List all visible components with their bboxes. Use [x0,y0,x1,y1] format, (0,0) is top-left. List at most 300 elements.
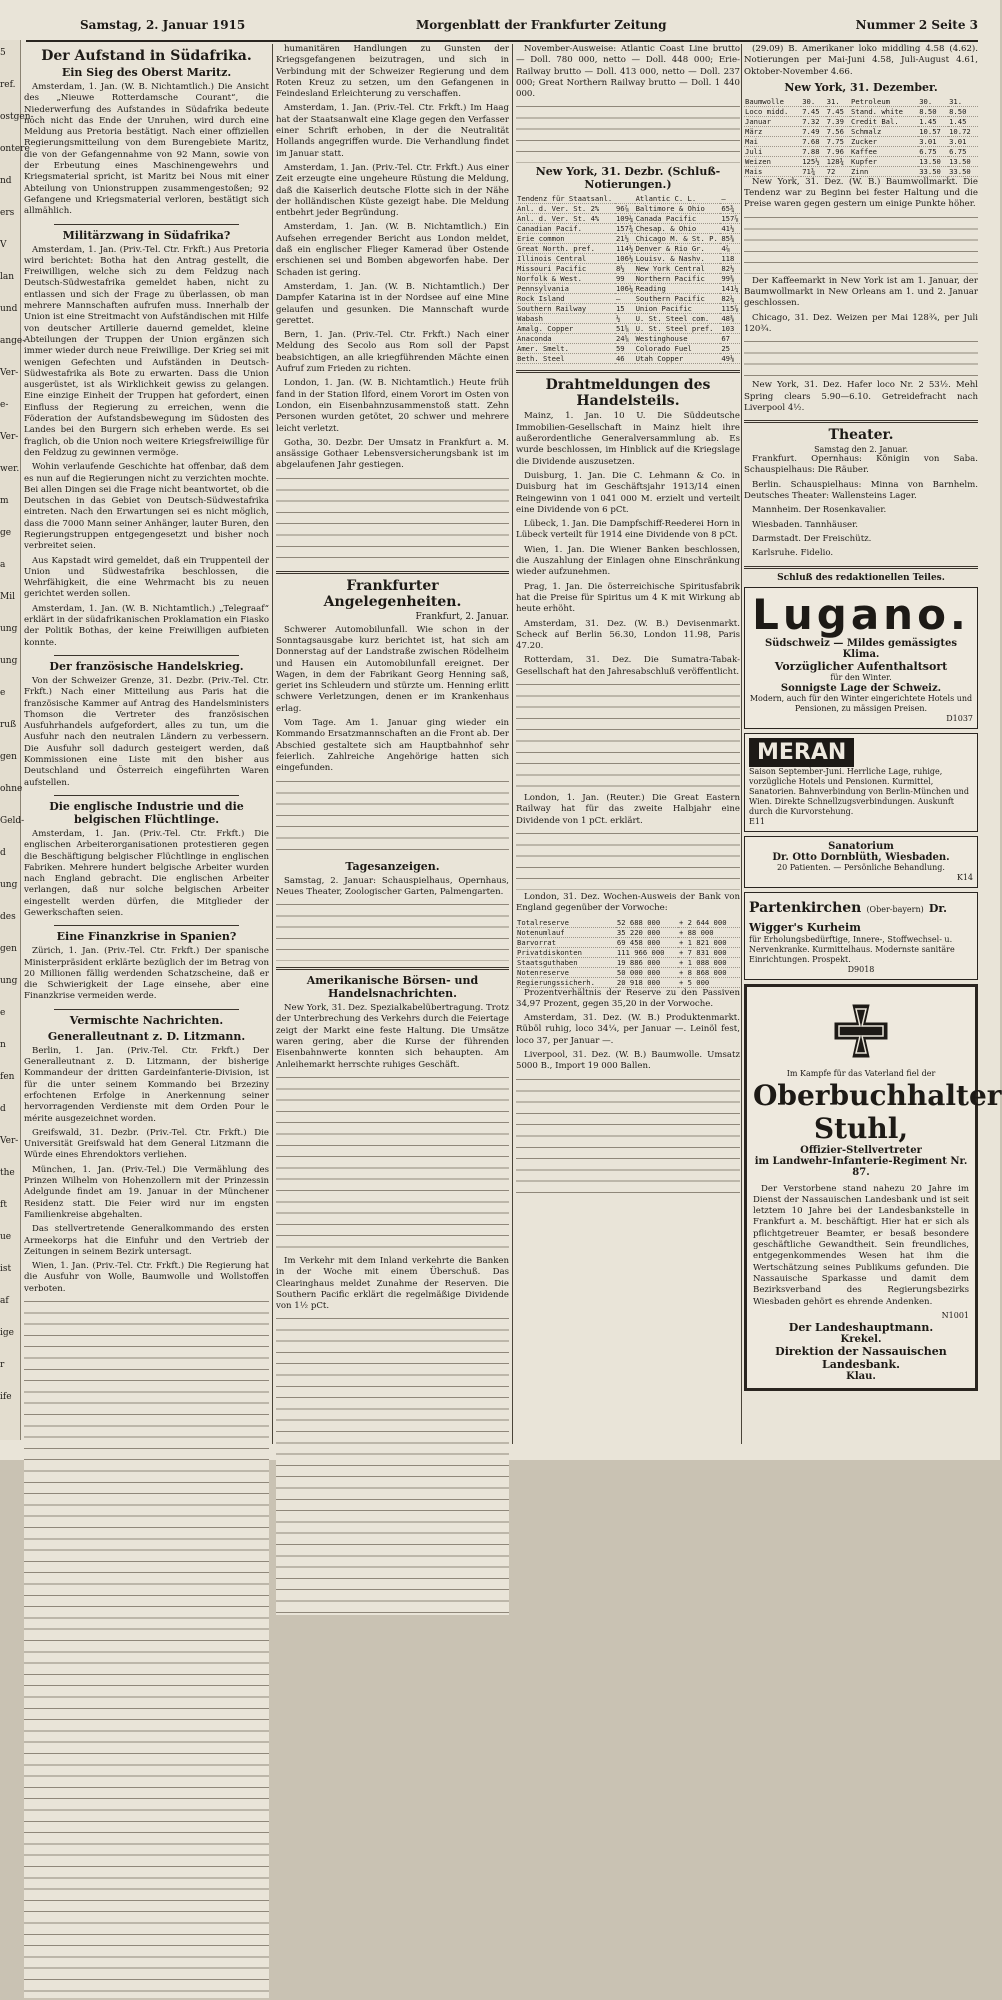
margin-fragment: Ver- [0,1136,19,1146]
table-cell: 13.50 [948,156,978,166]
table-cell: Zucker [850,136,918,146]
continued-text-lines [516,103,740,163]
table-cell: + 88 000 [678,927,740,937]
headline-daily-notices: Tagesanzeigen. [345,859,440,873]
sanatorium-name: Dr. Otto Dornblüth, Wiesbaden. [772,851,950,863]
margin-fragment: ung [0,624,18,634]
table-cell: 65¾ [720,204,740,214]
table-cell: 15 [615,304,635,314]
column-rule [272,44,273,1444]
margin-fragment: a [0,560,6,570]
table-cell: 71¾ [801,166,825,176]
headline-english-industry: Die englische Industrie und die belgischen Flüchtlinge. [49,799,244,826]
table-cell: 31. [826,97,850,107]
table-cell: 13.50 [918,156,948,166]
table-cell: 30. [918,97,948,107]
article-paragraph: Greifswald, 31. Dezbr. (Priv.-Tel. Ctr. Frkft.) Die Universität Greifswald hat dem General Litzmann die Würde eines Ehrendoktors verliehen. [24,1127,269,1161]
table-cell: 106¼ [615,284,634,294]
table-row [516,194,740,204]
left-margin-fragments [0,40,34,1440]
column-2 [276,44,509,1617]
table-cell: 103 [720,324,740,334]
table-row [744,106,978,116]
article-paragraph: Amsterdam, 31. Dez. (W. B.) Produktenmarkt. Rüböl ruhig, loco 34¼, per Januar —. Leinöl fest, loco 37, per Januar —. [516,1013,740,1046]
table-cell: 6.75 [918,146,948,156]
table-cell: Norfolk & West. [516,274,615,284]
table-row [744,156,978,166]
margin-fragment: lan [0,272,15,282]
table-cell: 3.01 [918,136,948,146]
table-row [744,97,978,107]
headline-theater: Theater. [828,427,894,444]
article-paragraph: München, 1. Jan. (Priv.-Tel.) Die Vermählung des Prinzen Wilhelm von Hohenzollern mit der Prinzessin Adelgunde findet am 19. Januar in der Münchener Residenz statt. Die Feier wird nur im engsten Familienkreise abgehalten. [24,1164,269,1220]
table-cell: Schmalz [850,126,918,136]
article-paragraph: Amsterdam, 1. Jan. (Priv.-Tel. Ctr. Frkft.) Aus einer Zeit erzeugte eine ungeheure Rüstung die Meldung, daß die Kaiserlich deutsche Flotte sich in der Nähe der holländischen Küste gezeigt habe. Die Meldung entbehrt jeder Begründung. [276,162,509,219]
margin-fragment: V [0,240,7,250]
table-cell: 99⅜ [720,274,740,284]
table-cell: U. St. Steel com. [635,314,721,324]
margin-fragment: ange- [0,336,26,346]
article-paragraph: (29.09) B. Amerikaner loko middling 4.58 (4.62). Notierungen per Mai-Juni 4.58, Juli-August 4.61, Oktober-November 4.66. [744,44,978,77]
advert-sanatorium [744,836,978,888]
article-paragraph: Mainz, 1. Jan. 10 U. Die Süddeutsche Immobilien-Gesellschaft in Mainz hielt ihre außerordentliche Generalversammlung ab. Es wurde beschlossen, im Hinblick auf die Kriegslage die Dividende auszusetzen. [516,411,740,467]
table-cell: Anl. d. Ver. St. 2% [516,204,615,214]
headline-misc-news: Vermischte Nachrichten. [69,1013,224,1027]
partenkirchen-name: Dr. Wigger's Kurheim [749,901,947,934]
article-paragraph: Amsterdam, 1. Jan. (Priv.-Tel. Ctr. Frkft.) Die englischen Arbeiterorganisationen protestieren gegen die Beschäftigung belgischer Flüchtlinge in englischen Fabriken. Mehrere hundert belgische Arbeiter wurden nach England gebracht. Die englischen Arbeiter verlangen, daß nur solche belgischen Arbeiter eingestellt werden dürfen, die Mitglieder der Gewerkschaften seien. [24,828,269,918]
headline-ny-closing: New York, 31. Dezbr. (Schluß-Notierungen.) [535,165,721,192]
column-1 [24,44,269,2000]
table-cell: 99 [615,274,635,284]
table-row [516,947,740,957]
margin-fragment: d [0,848,6,858]
table-cell: 30. [801,97,825,107]
article-paragraph: Liverpool, 31. Dez. (W. B.) Baumwolle. Umsatz 5000 B., Import 19 000 Ballen. [516,1049,740,1072]
table-cell: U. St. Steel pref. [635,324,721,334]
table-cell: 46 [615,354,635,364]
margin-fragment: ers [0,208,15,218]
lugano-line: Sonnigste Lage der Schweiz. [780,682,942,694]
margin-fragment: ontere [0,144,30,154]
ad-code: E11 [749,816,766,826]
theater-entry: Mannheim. Der Rosenkavalier. [752,505,887,516]
table-cell: 96⅞ [615,204,635,214]
headline-military-duty: Militärzwang in Südafrika? [62,228,231,242]
partenkirchen-title: Partenkirchen [749,899,862,916]
table-cell: Canada Pacific [635,214,721,224]
subheadline-litzmann: Generalleutnant z. D. Litzmann. [47,1029,246,1043]
margin-fragment: n [0,1040,6,1050]
table-cell: 4⅞ [720,244,740,254]
advert-lugano [744,587,978,729]
table-cell: 10.72 [948,126,978,136]
table-cell: 51⅝ [615,324,635,334]
margin-fragment: ung [0,976,18,986]
table-row [516,214,740,224]
table-cell: Anl. d. Ver. St. 4% [516,214,615,224]
article-paragraph: Prag, 1. Jan. Die österreichische Spiritusfabrik hat die Preise für Spiritus um 4 K mit Wirkung ab heute erhöht. [516,581,740,615]
bank-of-england-table [516,918,740,988]
table-cell: + 5 000 [678,977,740,987]
article-paragraph: Bern, 1. Jan. (Priv.-Tel. Ctr. Frkft.) Nach einer Meldung des Secolo aus Rom soll der Papst beabsichtigen, an alle kriegführenden Mächte einen Aufruf zum Frieden zu richten. [276,330,509,375]
lugano-title: Lugano. [752,589,970,639]
table-cell: Kupfer [850,156,918,166]
ad-code: K14 [956,872,973,882]
table-cell: 7.39 [826,116,850,126]
table-cell: Baltimore & Ohio [635,204,721,214]
continued-text-lines [744,338,978,378]
iron-cross-icon [831,1001,891,1061]
article-paragraph: Wohin verlaufende Geschichte hat offenbar, daß dem es nun auf die Regierungen nicht zu verzichten mochte. Bei allen Dingen sei die Frage nicht beantwortet, ob die Deutschen in das Gebiet von Deutsch-Südwestafrika eintreten. Nach den Erwartungen sei es nicht möglich, dass die 7000 Mann seiner Anhänger, lauter Buren, den Regierungstruppen entgegengesetzt und bisher noch verbreitet seien. [24,462,269,552]
margin-fragment: gen [0,944,17,954]
table-cell: 21½ [615,234,635,244]
table-cell: Mai [744,136,801,146]
table-cell: 7.68 [801,136,825,146]
headline-wire-reports: Drahtmeldungen des Handelsteils. [545,377,711,410]
table-cell: Great North. pref. [516,244,615,254]
table-row [516,234,740,244]
margin-fragment: r [0,1360,5,1370]
article-paragraph: Im Verkehr mit dem Inland verkehrte die Banken in der Woche mit einem Überschuß. Das Clearinghaus meldet Zunahme der Reserven. Die Southern Pacific erklärt die regelmäßige Dividende von 1½ pCt. [276,1255,509,1312]
table-cell [615,194,635,204]
column-4 [744,44,1002,1395]
table-row [516,244,740,254]
table-cell: 8.50 [918,106,948,116]
theater-listings [744,454,978,559]
table-cell: 48⅜ [720,314,740,324]
table-cell: Beth. Steel [516,354,615,364]
article-paragraph: Amsterdam, 1. Jan. (W. B. Nichtamtlich.) Ein Aufsehen erregender Bericht aus London meldet, daß ein englischer Flieger Kamerad über Ostende erschienen sei und Bomben abgeworfen habe. Der Schaden ist gering. [276,222,509,278]
table-cell: Weizen [744,156,801,166]
article-paragraph: Das stellvertretende Generalkommando des ersten Armeekorps hat die Einfuhr und den Vertrieb der Zeitungen in seinem Bezirk untersagt. [24,1224,269,1257]
table-cell: Westinghouse [635,334,721,344]
table-cell: — [720,194,740,204]
table-row [744,116,978,126]
table-row [516,957,740,967]
margin-fragment: e- [0,400,9,410]
table-cell: 7.45 [801,106,825,116]
continued-text-lines [516,681,740,791]
continued-text-lines [24,1298,269,1998]
margin-fragment: e [0,688,6,698]
table-cell: 20 918 000 [616,977,678,987]
table-cell: 3.01 [948,136,978,146]
table-cell: + 8 868 000 [678,967,740,977]
obituary-intro: Im Kampfe für das Vaterland fiel der [786,1068,936,1078]
table-cell: Wabash [516,314,615,324]
margin-fragment: gen [0,752,17,762]
table-cell: Kaffee [850,146,918,156]
advert-partenkirchen [744,892,978,980]
editorial-end: Schluß des redaktionellen Teiles. [777,572,945,583]
table-cell: 67 [720,334,740,344]
table-cell: Colorado Fuel [635,344,721,354]
table-cell: Notenreserve [516,967,616,977]
margin-fragment: ung [0,656,18,666]
table-cell: Amalg. Copper [516,324,615,334]
table-cell: Chesap. & Ohio [635,224,721,234]
table-cell: + 7 831 000 [678,947,740,957]
table-cell: 7.32 [801,116,825,126]
table-cell: Northern Pacific [635,274,721,284]
table-row [516,264,740,274]
table-cell: 8.50 [948,106,978,116]
table-cell: 1.45 [948,116,978,126]
table-cell: Regierungssicherh. [516,977,616,987]
table-cell: 33.50 [948,166,978,176]
table-cell: New York Central [635,264,721,274]
table-cell: Louisv. & Nashv. [635,254,721,264]
table-row [516,304,740,314]
table-row [744,126,978,136]
margin-fragment: ostgen- [0,112,34,122]
column-rule [741,44,742,1444]
ny-stock-table [516,194,740,364]
table-cell: 141¼ [721,284,739,294]
article-paragraph: Von der Schweizer Grenze, 31. Dezbr. (Priv.-Tel. Ctr. Frkft.) Nach einer Mitteilung aus Paris hat die französische Kammer auf Antrag des Handelsministers Thomson die Vertreter des französischen Ausfuhrhandels aufgefordert, alles zu tun, um die Ausfuhr nach den neutralen Ländern zu verbessern. Die Ausfuhr soll dadurch gesteigert werden, daß Kommissionen eine Liste mit den bisher aus Deutschland und Österreich eingeführten Waren aufstellen. [24,675,269,788]
table-cell: Southern Railway [516,304,615,314]
table-cell: 41½ [720,224,740,234]
table-cell: 82¼ [720,294,740,304]
table-cell: 109¼ [615,214,634,224]
article-paragraph: Amsterdam, 1. Jan. (W. B. Nichtamtlich.) Der Dampfer Katarina ist in der Nordsee auf eine Mine gelaufen und gesunken. Die Mannschaft wurde gerettet. [276,281,509,326]
table-cell: 7.45 [826,106,850,116]
table-cell: 7.96 [826,146,850,156]
obituary-signatory-name: Klau. [846,1370,876,1382]
margin-fragment: ohne [0,784,23,794]
obituary-notice [744,984,1002,1391]
obituary-regiment: im Landwehr-Infanterie-Regiment Nr. 87. [754,1155,968,1178]
table-cell: ½ [615,314,635,324]
margin-fragment: af [0,1296,9,1306]
table-row [516,344,740,354]
article-paragraph: Aus Kapstadt wird gemeldet, daß ein Truppenteil der Union und Südwestafrika beschlossen, die Wehrfähigkeit, die eine Wehrmacht bis zu neuen gerichtet werden sollen. [24,555,269,600]
table-cell: März [744,126,801,136]
article-paragraph: Amsterdam, 1. Jan. (Priv.-Tel. Ctr. Frkft.) Im Haag hat der Staatsanwalt eine Klage gegen den Verfasser einer Schrift erhoben, in der die Neutralität Hollands angegriffen wurde. Die Verhandlung findet im Januar statt. [276,103,509,159]
ad-code: N1001 [941,1310,969,1320]
headline-american-exchange: Amerikanische Börsen- und Handelsnachrichten. [306,974,479,1001]
table-cell: 52 688 000 [616,918,678,928]
article-paragraph: Gotha, 30. Dezbr. Der Umsatz in Frankfurt a. M. ansässige Gothaer Lebensversicherungsbank ist im abgelaufenen Jahr gestiegen. [276,437,509,471]
table-cell: Anaconda [516,334,615,344]
table-cell: 7.49 [801,126,825,136]
margin-fragment: fen [0,1072,15,1082]
table-cell: 69 458 000 [616,937,678,947]
article-paragraph: New York, 31. Dez. Spezialkabelübertragung. Trotz der Unterbrechung des Verkehrs durch die Feiertage zeigt der Markt eine feste Haltung. Die Umsätze waren gering, aber die Kurse der führenden Eisenbahnwerte konnten sich behaupten. Am Anleihemarkt herrschte ruhiges Geschäft. [276,1003,509,1070]
table-cell: 19 886 000 [616,957,678,967]
table-cell: Notenumlauf [516,927,616,937]
table-cell: 157¾ [615,224,634,234]
table-row [744,146,978,156]
table-cell: 111 966 000 [616,947,678,957]
headline-frankfurt-affairs: Frankfurter Angelegenheiten. [323,577,462,610]
article-paragraph: Amsterdam, 1. Jan. (W. B. Nichtamtlich.) Die Ansicht des „Nieuwe Rotterdamsche Courant“, die Niederwerfung des Aufstandes in Südafrika bedeute noch nicht das Ende der Unruhen, wird durch eine Meldung aus Pretoria bestätigt. Nach einer offiziellen Regierungsmitteilung von dem Burengebiete Maritz, die von der Gefangennahme von 92 Mann, sowie von der Erbeutung eines Maschinengewehrs und Kriegsmaterial spricht, ist Maritz bei Nous mit einer Abteilung von Unionstruppen zusammengestoßen; 92 Gefangene und Kriegsmaterial verloren, bestätigt sich allmählich. [24,82,269,217]
table-cell: 59 [615,344,635,354]
table-cell: 35 220 000 [616,927,678,937]
table-cell: 7.88 [801,146,825,156]
article-paragraph: Amsterdam, 1. Jan. (Priv.-Tel. Ctr. Frkft.) Aus Pretoria wird berichtet: Botha hat den Antrag gestellt, die Freiwilligen, welche sich zu dem Feldzug nach Deutsch-Südwestafrika gemeldet haben, nicht zu entlassen und sich der Frage zu überlassen, ob man mehrere Mannschaften aufrufen muss. Innerhalb der Union ist eine Streitmacht von Aufständischen mit Hilfe von deutscher Artillerie dauernd gemeldet, kleine Abteilungen der Truppen der Union ergänzen sich immer wieder durch neue Freiwillige. Der Krieg sei mit wenigen Gefechten und Aufständen in Deutsch-Südwestafrika als Bote zu erwarten. Dass die Union ausgerüstet, ist als Wirklichkeit gewiss zu gelangen. Eine einzige Einheit der Truppen hat gefordert, einen Einfluss der Regierung zu erreichen, wenn die Föderation der Aufstandsbewegung im Südosten des Landes bei den Burgern sich erheben werde. Es sei fraglich, ob die Union noch weitere Kriegsfreiwillige für den Feldzug zu gewinnen vermöge. [24,244,269,458]
obituary-signatory: Der Landeshauptmann. [788,1320,934,1334]
margin-fragment: nd [0,176,12,186]
margin-fragment: 5 [0,48,6,58]
column-3 [516,44,740,1198]
table-row [516,224,740,234]
table-cell: Illinois Central [516,254,615,264]
article-paragraph: Prozentverhältnis der Reserve zu den Passiven 34,97 Prozent, gegen 35,20 in der Vorwoche. [516,987,740,1009]
article-paragraph: Zürich, 1. Jan. (Priv.-Tel. Ctr. Frkft.) Der spanische Ministerpräsident erklärte bezüglich der im Betrag von 20 Millionen fällig werdenden Schatzscheine, daß er die Schwierigkeit der Lage einsehe, aber eine Finanzkrise vermeiden werde. [24,946,269,1002]
continued-text-lines [276,778,509,858]
headline-spain-crisis: Eine Finanzkrise in Spanien? [56,930,237,944]
theater-entry: Darmstadt. Der Freischütz. [752,533,872,544]
continued-text-lines [516,830,740,890]
continued-text-lines [276,475,509,565]
table-cell: 114½ [615,244,634,254]
article-paragraph: Chicago, 31. Dez. Weizen per Mai 128¾, per Juli 120¾. [744,312,978,334]
header-date: Samstag, 2. Januar 1915 [80,18,246,32]
table-cell: Barvorrat [516,937,616,947]
table-cell: 10.57 [918,126,948,136]
obituary-signatory: Direktion der Nassauischen Landesbank. [775,1344,947,1371]
table-cell: Privatdiskonten [516,947,616,957]
article-paragraph: London, 1. Jan. (Reuter.) Die Great Eastern Railway hat für das zweite Halbjahr eine Dividende von 1 pCt. erklärt. [516,793,740,826]
table-cell: + 1 821 000 [678,937,740,947]
table-row [516,274,740,284]
margin-fragment: the [0,1168,15,1178]
continued-text-lines [276,1074,509,1254]
table-row [516,967,740,977]
table-cell: Totalreserve [516,918,616,928]
table-cell: 7.56 [826,126,850,136]
table-cell: 72 [826,166,850,176]
obituary-rank: Offizier-Stellvertreter [800,1144,922,1156]
continued-text-lines [516,1076,740,1196]
article-paragraph: London, 1. Jan. (W. B. Nichtamtlich.) Heute früh fand in der Station Ilford, einem Vorort im Osten von London, ein Eisenbahnzusammenstoß statt. Zehn Personen wurden getötet, 20 schwer und mehrere leicht verletzt. [276,378,509,434]
ad-code: D9018 [847,964,875,974]
table-row [516,354,740,364]
article-paragraph: New York, 31. Dez. (W. B.) Baumwollmarkt. Die Tendenz war zu Beginn bei fester Haltung und die Preise waren gegen gestern um einige Punkte höher. [744,176,978,210]
obituary-text: Der Verstorbene stand nahezu 20 Jahre im Dienst der Nassauischen Landesbank und ist seit letztem 10 Jahre bei der Landesbankstelle in Frankfurt a. M. beschäftigt. Hier hat er sich als pflichtgetreuer Beamter, er besaß besondere geschäftliche Gewandtheit. Sein freundliches, entgegenkommendes Wesen hat ihm die Wertschätzung seines Publikums gefunden. Die Nassauische Sparkasse und damit dem Bezirksverband des Regierungsbezirks Wiesbaden gehört es ehrende Andenken. [753,1183,969,1307]
table-cell: + 2 644 000 [678,918,740,928]
table-cell: 106½ [615,254,634,264]
table-cell: Atlantic C. L. [635,194,721,204]
table-cell: Zinn [850,166,918,176]
article-paragraph: Duisburg, 1. Jan. Die C. Lehmann & Co. in Duisburg hat im Geschäftsjahr 1913/14 einen Reingewinn von 1 041 000 M. erzielt und verteilt eine Dividende von 6 pCt. [516,470,740,515]
table-row [516,937,740,947]
margin-fragment: Geld- [0,816,25,826]
headline-french-trade-war: Der französische Handelskrieg. [49,659,244,673]
table-cell: Baumwolle [744,97,801,107]
table-cell: 50 000 000 [616,967,678,977]
ny-commodity-table [744,97,978,177]
meran-title: MERAN [749,738,854,767]
table-row [744,136,978,146]
table-cell: 82½ [720,264,740,274]
article-paragraph: Amsterdam, 1. Jan. (W. B. Nichtamtlich.) „Telegraaf“ erklärt in der südafrikanischen Proklamation ein Fiasko der Politik Bothas, der keine Freiwilligen aufbieten konnte. [24,603,269,648]
article-paragraph: Wien, 1. Jan. Die Wiener Banken beschlossen, die Auszahlung der Einlagen ohne Einschränkung wieder aufzunehmen. [516,544,740,578]
theater-entry: Berlin. Schauspielhaus: Minna von Barnhelm. Deutsches Theater: Wallensteins Lager. [744,479,978,502]
table-cell: Juli [744,146,801,156]
dateline: Frankfurt, 2. Januar. [415,611,509,622]
theater-date: Samstag den 2. Januar. [814,445,908,455]
table-cell: 157⅞ [721,214,739,224]
table-row [516,314,740,324]
table-cell: 118 [720,254,740,264]
obituary-signatory-name: Krekel. [840,1333,882,1345]
subheadline-maritz: Ein Sieg des Oberst Maritz. [61,66,232,79]
table-cell: Loco midd. [744,106,801,116]
continued-text-lines [276,901,509,961]
table-row [516,204,740,214]
continued-text-lines [276,1315,509,1615]
table-cell: Erie common [516,234,615,244]
margin-fragment: des [0,912,16,922]
table-row [516,334,740,344]
margin-fragment: ung [0,880,18,890]
table-cell: 31. [948,97,978,107]
headline-ny-commodities: New York, 31. Dezember. [784,80,938,94]
table-cell: 25 [720,344,740,354]
table-cell: Staatsguthaben [516,957,616,967]
margin-fragment: Mil [0,592,15,602]
partenkirchen-sub: (Ober-bayern) [866,904,924,914]
table-row [744,166,978,176]
margin-fragment: Ver- [0,432,19,442]
article-paragraph: Amsterdam, 31. Dez. (W. B.) Devisenmarkt. Scheck auf Berlin 56.30, London 11.98, Paris 47.20. [516,618,740,652]
table-cell: Mais [744,166,801,176]
table-cell: Stand. white [850,106,918,116]
table-cell: 115⅞ [721,304,739,314]
header-masthead: Morgenblatt der Frankfurter Zeitung [416,18,667,32]
margin-fragment: ige [0,1328,14,1338]
table-cell: 33.50 [918,166,948,176]
table-cell: 24⅝ [615,334,635,344]
margin-fragment: ife [0,1392,12,1402]
article-paragraph: Schwerer Automobilunfall. Wie schon in der Sonntagsausgabe kurz berichtet ist, hat sich am Donnerstag auf der Landstraße zwischen Rödelheim und Hausen ein Automobilunfall ereignet. Der Wagen, in dem der Fabrikant Georg Henning saß, geriet ins Schleudern und stürzte um. Henning erlitt schwere Verletzungen, denen er im Krankenhaus erlag. [276,624,509,714]
theater-entry: Wiesbaden. Tannhäuser. [752,519,858,530]
margin-fragment: wer. [0,464,20,474]
margin-fragment: ue [0,1232,12,1242]
table-cell: Tendenz für Staatsanl. [516,194,615,204]
sanatorium-sub: 20 Patienten. — Persönliche Behandlung. [777,862,945,872]
table-row [516,284,740,294]
page-header [26,14,978,42]
table-row [516,324,740,334]
table-cell: 49⅛ [720,354,740,364]
partenkirchen-text: für Erholungsbedürftige, Innere-, Stoffwechsel- u. Nervenkranke. Kurmittelhaus. Modernste sanitäre Einrichtungen. Prospekt. [749,934,955,964]
table-cell: Januar [744,116,801,126]
theater-entry: Karlsruhe. Fidelio. [752,548,834,559]
table-cell: Southern Pacific [635,294,721,304]
table-cell: Rock Island [516,294,615,304]
table-cell: 6.75 [948,146,978,156]
table-cell: 125½ [801,156,825,166]
table-cell: Denver & Rio Gr. [635,244,721,254]
margin-fragment: Ver- [0,368,19,378]
table-cell: — [615,294,635,304]
margin-fragment: ft [0,1200,7,1210]
article-paragraph: Samstag, 2. Januar: Schauspielhaus, Opernhaus, Neues Theater, Zoologischer Garten, Palmengarten. [276,875,509,897]
advert-meran [744,733,978,832]
table-row [516,977,740,987]
headline-south-africa: Der Aufstand in Südafrika. [41,48,252,64]
table-row [516,918,740,928]
table-cell: Canadian Pacif. [516,224,615,234]
table-cell: Utah Copper [635,354,721,364]
article-paragraph: Vom Tage. Am 1. Januar ging wieder ein Kommando Ersatzmannschaften an die Front ab. Der Abschied gestaltete sich am Hauptbahnhof sehr feierlich. Zahlreiche Angehörige hatten sich eingefunden. [276,718,509,774]
article-paragraph: Lübeck, 1. Jan. Die Dampfschiff-Reederei Horn in Lübeck verteilt für 1914 eine Dividende von 8 pCt. [516,519,740,541]
lugano-line: Vorzüglicher Aufenthaltsort [774,659,948,673]
margin-fragment: e [0,1008,6,1018]
